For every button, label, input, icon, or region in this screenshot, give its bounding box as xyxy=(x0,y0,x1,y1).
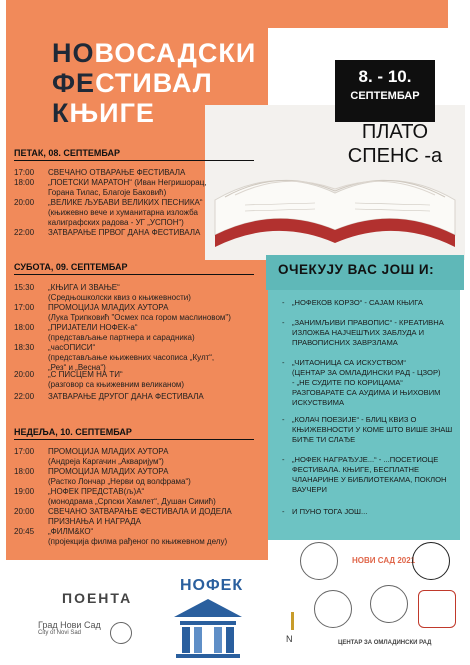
expect-item xyxy=(282,415,462,445)
title-line2-initials: ФЕ xyxy=(52,68,96,98)
event-text: ПРИЗНАЊА И НАГРАДА xyxy=(48,517,141,526)
event-row xyxy=(14,323,264,343)
grad-novi-sad-sub: City of Novi Sad xyxy=(38,630,82,636)
day-heading xyxy=(14,427,132,437)
event-text: (Лука Трипковић "Осмех пса гором маслиновом") xyxy=(48,313,231,322)
day-heading xyxy=(14,262,128,272)
event-row xyxy=(14,370,264,390)
event-text: (пројекција филма рађеног по књижевном делу) xyxy=(48,537,228,546)
expect-item-text: ФЕСТИВАЛА. КЊИГЕ, БЕСПЛАТНЕ xyxy=(292,465,420,474)
event-text: „ПОЕТСКИ МАРАТОН“ (Иван Негришорац, xyxy=(48,178,207,187)
venue-line1: ПЛАТО xyxy=(361,121,429,143)
date-range: 8. - 10. xyxy=(358,67,412,86)
badge-logo xyxy=(418,590,456,628)
bullet-dash: - xyxy=(282,358,285,367)
event-text: „Рез“ и „Весна“) xyxy=(48,363,106,372)
expect-item-text: И ПУНО ТОГА ЈОШ... xyxy=(292,507,368,516)
event-time: 20:00 xyxy=(14,507,35,516)
event-text: ЗАТВАРАЊЕ ПРВОГ ДАНА ФЕСТИВАЛА xyxy=(48,228,201,237)
event-time: 18:00 xyxy=(14,323,35,332)
title-line1-rest: ВОСАДСКИ xyxy=(94,38,257,68)
expect-item-text: ИЗЛОЖБА НАЈЧЕШЋИХ ЗАБЛУДА И xyxy=(292,328,425,337)
expect-item-text: БИЋЕ ТИ СЛАЂЕ xyxy=(292,435,356,444)
event-text: СВЕЧАНО ОТВАРАЊЕ ФЕСТИВАЛА xyxy=(48,168,186,177)
seal-logo-3 xyxy=(314,590,352,628)
seal-logo-2 xyxy=(412,542,450,580)
event-row xyxy=(14,168,264,178)
venue xyxy=(330,120,460,168)
event-text: калиграфских радова - УГ „УСПОН“) xyxy=(48,218,184,227)
nofek-wordmark: НОФЕК xyxy=(180,577,244,594)
event-text: (Растко Лончар „Нерви од волфрама“) xyxy=(48,477,191,486)
event-text: СВЕЧАНО ЗАТВАРАЊЕ ФЕСТИВАЛА И ДОДЕЛА xyxy=(48,507,232,516)
title-line2-rest: СТИВАЛ xyxy=(95,68,213,98)
event-text: „ПРИЈАТЕЛИ НОФЕК-а“ xyxy=(48,323,138,332)
bullet-dash: - xyxy=(282,318,285,327)
czor-logo: ЦЕНТАР ЗА ОМЛАДИНСКИ РАД xyxy=(338,640,432,646)
event-text: ПРОМОЦИЈА МЛАДИХ АУТОРА xyxy=(48,303,169,312)
seal-logo-4 xyxy=(370,585,408,623)
expect-item xyxy=(282,507,462,517)
event-text: (представљање књижевних часописа „Култ“, xyxy=(48,353,215,362)
title-line3-initials: К xyxy=(52,98,70,128)
date-month: СЕПТЕМБАР xyxy=(350,90,420,102)
event-row xyxy=(14,392,264,402)
event-text: (представљање партнера и сарадника) xyxy=(48,333,195,342)
expect-item-text: КЊИЖЕВНОСТИ У КОМЕ ШТО ВИШЕ ЗНАШ xyxy=(292,425,453,434)
event-time: 17:00 xyxy=(14,303,35,312)
expect-item-text: (ЦЕНТАР ЗА ОМЛАДИНСКИ РАД - ЦЗОР) xyxy=(292,368,441,377)
event-text: „С ПИСЦЕМ НА ТИ“ xyxy=(48,370,123,379)
event-text: ПРОМОЦИЈА МЛАДИХ АУТОРА xyxy=(48,447,169,456)
expect-item-text: „НОФЕКОВ КОРЗО“ - САЈАМ КЊИГА xyxy=(292,298,423,307)
event-text: (Средњошколски квиз о књижевности) xyxy=(48,293,191,302)
event-time: 15:30 xyxy=(14,283,35,292)
event-row xyxy=(14,447,264,467)
event-row xyxy=(14,198,264,228)
crest-logo xyxy=(110,622,132,644)
expect-item-text: „НОФЕК НАГРАЂУЈЕ...“ - ...ПОСЕТИОЦЕ xyxy=(292,455,439,464)
grad-novi-sad-name: Град Нови Сад xyxy=(38,620,101,630)
event-text: (књижевно вече и хуманитарна изложба xyxy=(48,208,198,217)
expect-item-text: - „НЕ СУДИТЕ ПО КОРИЦАМА“ xyxy=(292,378,403,387)
event-time: 18:30 xyxy=(14,343,35,352)
day-divider xyxy=(14,439,254,440)
orange-top-strip xyxy=(268,0,448,28)
day-divider xyxy=(14,274,254,275)
event-text: Горана Тилас, Благоје Баковић) xyxy=(48,188,167,197)
expect-item-text: ЧЛАНАРИНЕ У БИБЛИОТЕКАМА, ПОКЛОН xyxy=(292,475,447,484)
event-row xyxy=(14,487,264,507)
event-text: „НОФЕК ПРЕДСТАВ(љ)А“ xyxy=(48,487,145,496)
expect-item-text: „ЧИТАОНИЦА СА ИСКУСТВОМ“ xyxy=(292,358,406,367)
festival-title xyxy=(52,38,256,128)
event-row xyxy=(14,178,264,198)
event-time: 22:00 xyxy=(14,228,35,237)
event-time: 19:00 xyxy=(14,487,35,496)
day-heading-text: НЕДЕЉА, 10. СЕПТЕМБАР xyxy=(14,427,132,437)
title-line3-rest: ЊИГЕ xyxy=(69,98,155,128)
poenta-logo: ПОЕНТА xyxy=(62,590,133,606)
title-line1-initials: НО xyxy=(52,38,95,68)
seal-logo-1 xyxy=(300,542,338,580)
event-text: „часОПИСИ“ xyxy=(48,343,96,352)
venue-line2: СПЕНС -а xyxy=(347,145,443,167)
event-text: ПРОМОЦИЈА МЛАДИХ АУТОРА xyxy=(48,467,169,476)
event-time: 17:00 xyxy=(14,168,35,177)
library-icon xyxy=(172,597,244,659)
event-text: (монодрама „Српски Хамлет“, Душан Симић) xyxy=(48,497,216,506)
bullet-dash: - xyxy=(282,507,285,516)
day-heading-text: СУБОТА, 09. СЕПТЕМБАР xyxy=(14,262,128,272)
event-time: 20:00 xyxy=(14,370,35,379)
bullet-dash: - xyxy=(282,415,285,424)
expect-item-text: ВАУЧЕРИ xyxy=(292,485,328,494)
event-time: 22:00 xyxy=(14,392,35,401)
dates-box xyxy=(335,60,435,122)
event-time: 20:00 xyxy=(14,198,35,207)
expect-item-text: „ЗАНИМЉИВИ ПРАВОПИС“ - КРЕАТИВНА xyxy=(292,318,444,327)
expect-item xyxy=(282,298,462,308)
event-text: (разговор са књижевним великаном) xyxy=(48,380,185,389)
day-heading xyxy=(14,148,120,158)
svg-text:N: N xyxy=(286,634,293,644)
expect-item-text: „КОЛАЧ ПОЕЗИЈЕ“ - БЛИЦ КВИЗ О xyxy=(292,415,417,424)
event-time: 20:45 xyxy=(14,527,35,536)
event-time: 17:00 xyxy=(14,447,35,456)
day-heading-text: ПЕТАК, 08. СЕПТЕМБАР xyxy=(14,148,121,158)
expect-item xyxy=(282,318,462,348)
event-row xyxy=(14,467,264,487)
event-row xyxy=(14,303,264,323)
event-time: 18:00 xyxy=(14,178,35,187)
expect-item xyxy=(282,358,462,408)
event-text: ЗАТВАРАЊЕ ДРУГОГ ДАНА ФЕСТИВАЛА xyxy=(48,392,204,401)
grad-novi-sad-logo xyxy=(38,620,101,636)
event-row xyxy=(14,343,264,373)
event-row xyxy=(14,527,264,547)
event-text: „ВЕЛИКЕ ЉУБАВИ ВЕЛИКИХ ПЕСНИКА“ xyxy=(48,198,203,207)
expect-item-text: ПРАВОПИСНИХ ЗАВРЗЛАМА xyxy=(292,338,398,347)
expect-item-text: ИСКУСТВИМА xyxy=(292,398,345,407)
novi-sad-2021-logo: НОВИ САД 2021 xyxy=(352,556,416,565)
event-text: (Андреја Каргачин „Акваријум“) xyxy=(48,457,164,466)
expect-item xyxy=(282,455,462,495)
event-row xyxy=(14,507,264,527)
event-row xyxy=(14,228,264,238)
expect-item-text: РАЗГОВАРАТЕ СА АУДИМА И ЊИХОВИМ xyxy=(292,388,441,397)
bullet-dash: - xyxy=(282,298,285,307)
event-text: „ФИЛМ&КО“ xyxy=(48,527,94,536)
day-divider xyxy=(14,160,254,161)
event-time: 18:00 xyxy=(14,467,35,476)
event-row xyxy=(14,283,264,303)
bullet-dash: - xyxy=(282,455,285,464)
ns-mark-logo xyxy=(285,612,301,646)
expect-title: ОЧЕКУЈУ ВАС ЈОШ И: xyxy=(278,262,435,277)
event-text: „КЊИГА И ЗВАЊЕ“ xyxy=(48,283,120,292)
